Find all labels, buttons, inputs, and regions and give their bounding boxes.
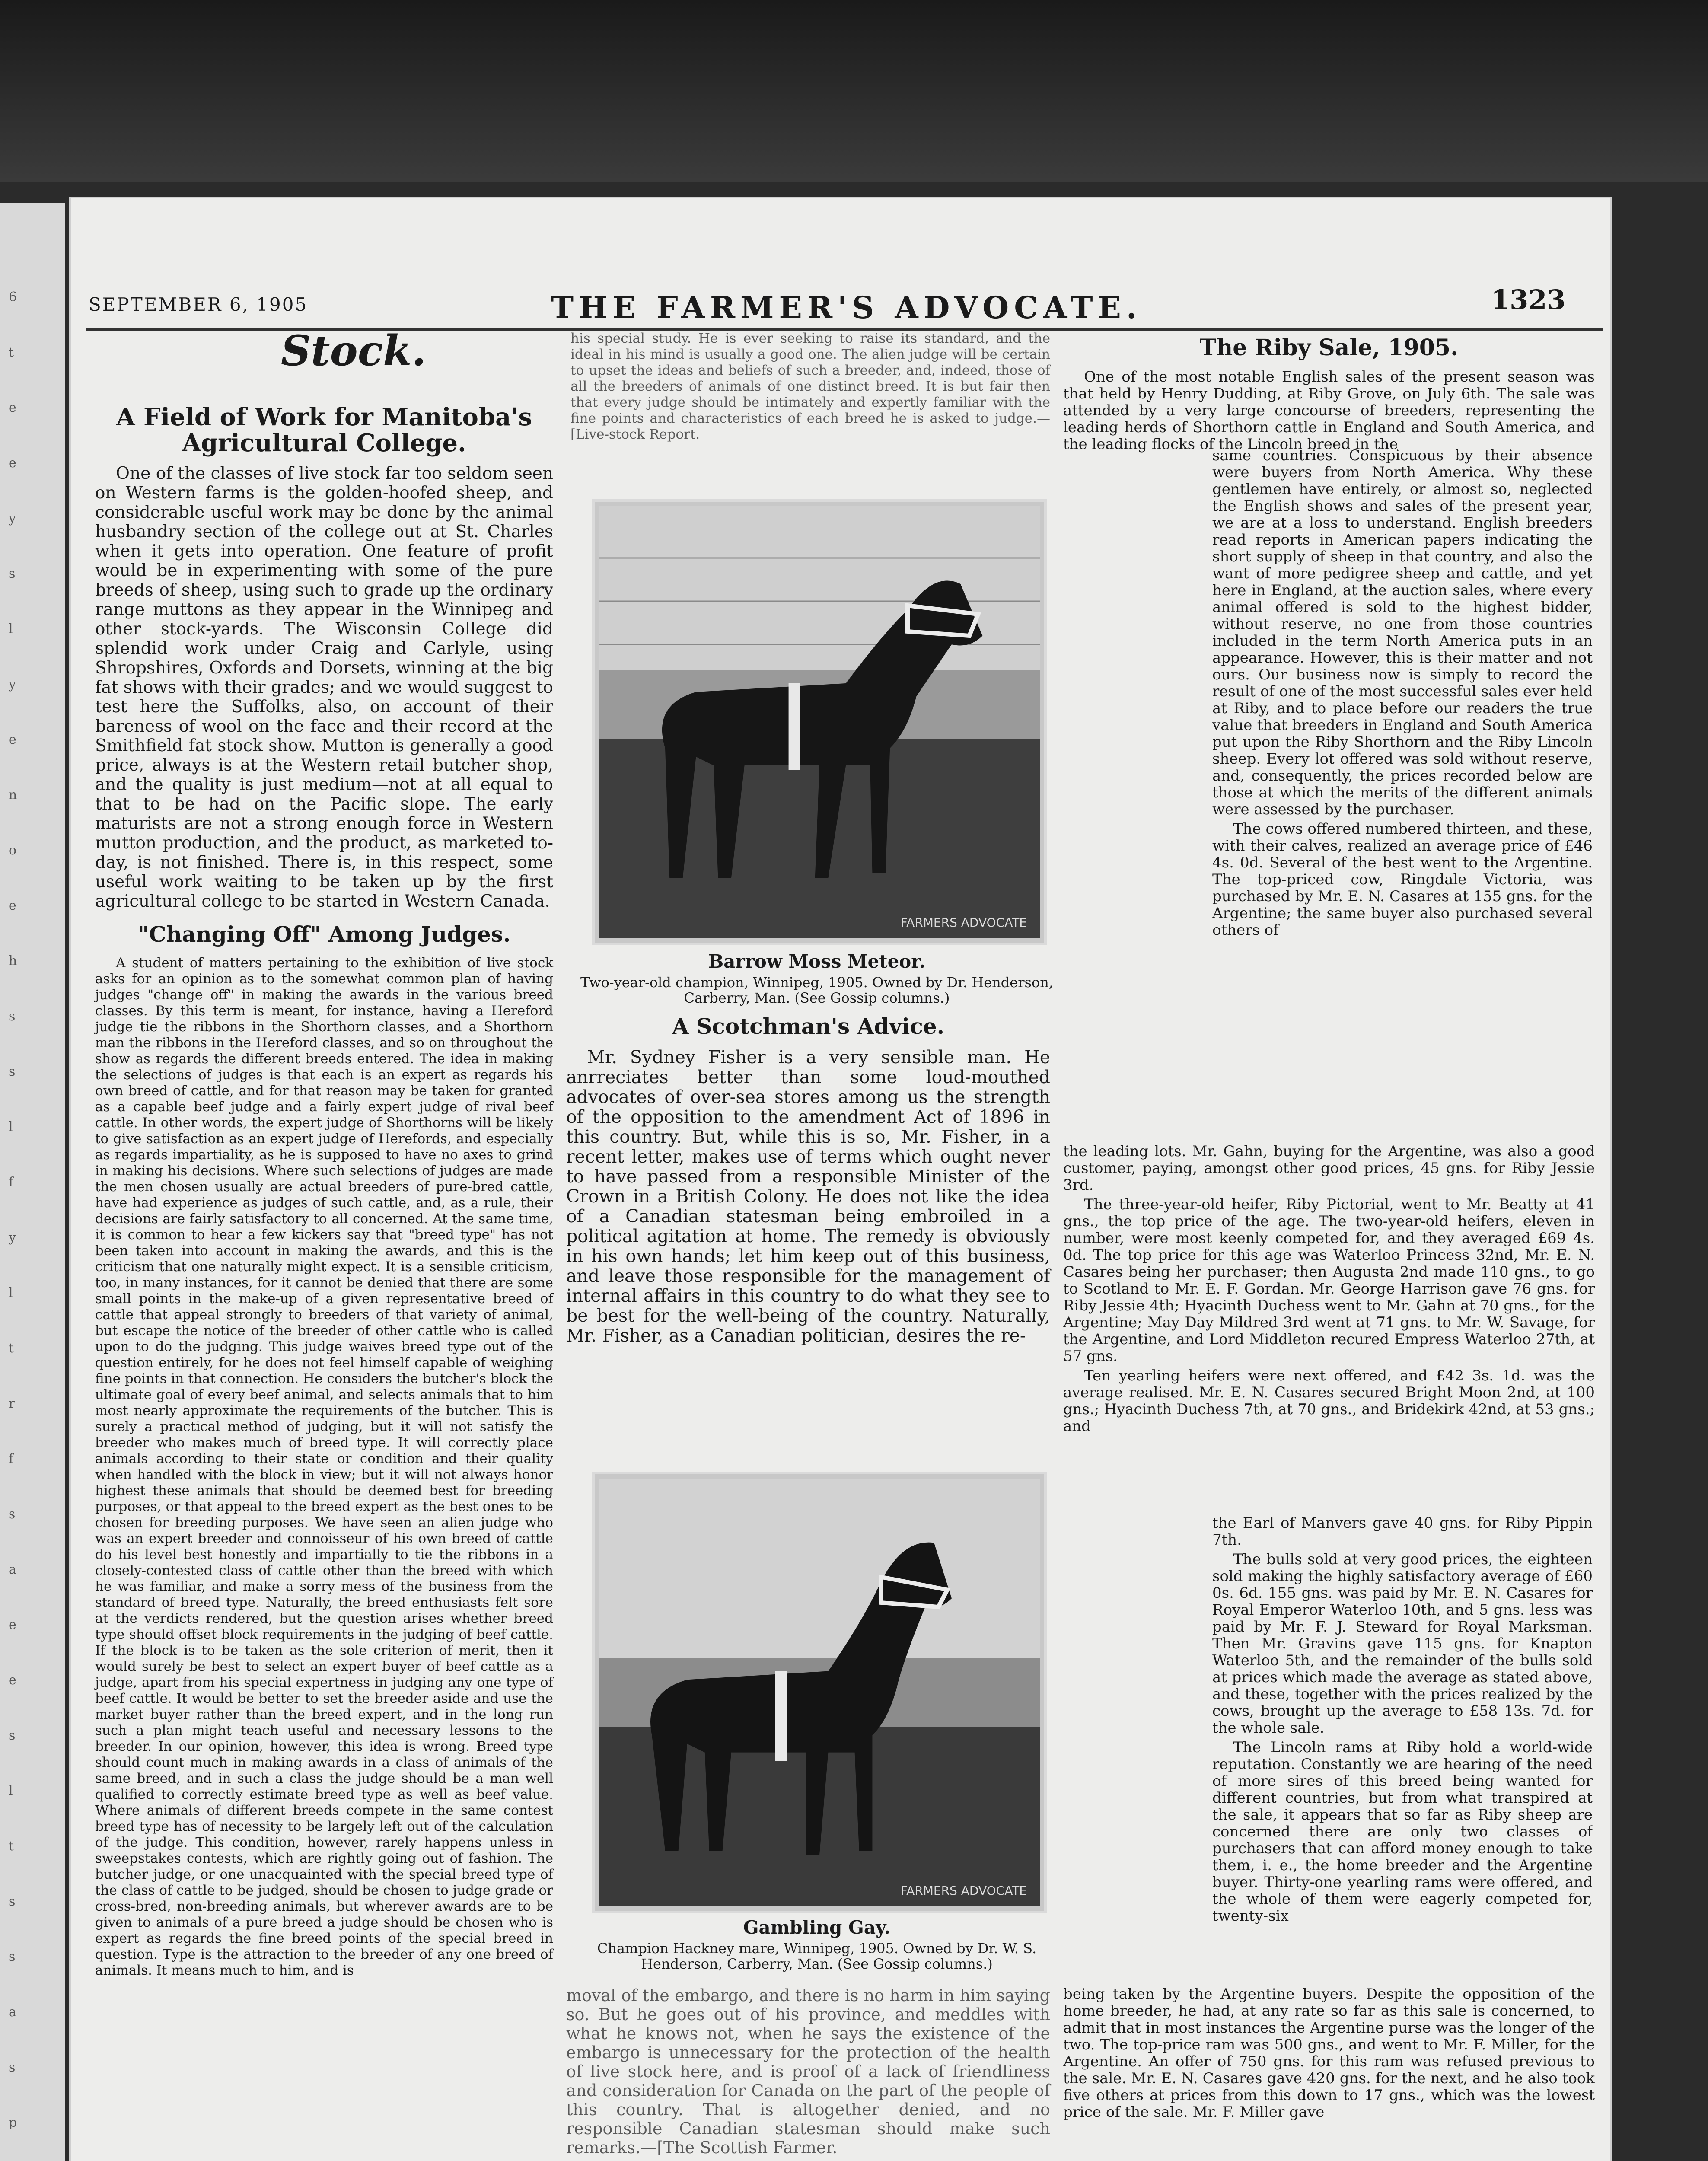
margin-mark: r bbox=[9, 1396, 15, 1411]
riby-wide-block-1 bbox=[1063, 1143, 1595, 1437]
margin-mark: y bbox=[9, 677, 16, 692]
photo-watermark-2: FARMERS ADVOCATE bbox=[900, 1884, 1027, 1898]
margin-mark: y bbox=[9, 1230, 16, 1245]
riby-narrow3: the Earl of Manvers gave 40 gns. for Riby Pippin 7th. bbox=[1212, 1514, 1593, 1549]
photo2-title: Gambling Gay. bbox=[743, 1917, 891, 1938]
margin-mark: s bbox=[9, 1064, 16, 1079]
margin-mark: h bbox=[9, 953, 17, 969]
scan-background-top bbox=[0, 0, 1708, 182]
margin-mark: l bbox=[9, 1119, 13, 1135]
margin-mark: o bbox=[9, 843, 17, 858]
photo1-caption: Two-year-old champion, Winnipeg, 1905. Owned by Dr. Henderson, Carberry, Man. (See Gossip columns.) bbox=[580, 974, 1053, 1006]
margin-mark: s bbox=[9, 1949, 16, 1964]
margin-mark: f bbox=[9, 1451, 14, 1466]
page-number: 1323 bbox=[1491, 284, 1566, 316]
riby-wide1: the leading lots. Mr. Gahn, buying for the Argentine, was also a good customer, paying, amongst other good prices, 45 gns. for Riby Jessie 3rd. bbox=[1063, 1143, 1595, 1194]
scotchman-continuation-text: moval of the embargo, and there is no harm in him saying so. But he goes out of his province, and meddles with what he knows not, when he says the existence of the embargo is unnecessary for the protection of the health of live stock here, and is proof of a lack of friendliness and consideration for Canada on the part of the people of this country. That is altogether denied, and no responsible Canadian statesman should make such remarks.—[The Scottish Farmer. bbox=[566, 1986, 1050, 2157]
margin-mark: l bbox=[9, 622, 13, 637]
margin-mark: e bbox=[9, 1673, 16, 1688]
margin-mark: t bbox=[9, 1839, 14, 1854]
scotchman-continuation bbox=[566, 1986, 1050, 2160]
riby-wide-block-2 bbox=[1063, 1986, 1595, 2123]
horse-illustration-2 bbox=[599, 1479, 1040, 1906]
margin-mark: a bbox=[9, 1562, 16, 1577]
article-judges-paragraph: A student of matters pertaining to the exhibition of live stock asks for an opinion as to the somewhat common plan of having judges "change off" in making the awards in the various breed classes. By this term is meant, for instance, having a Hereford judge tie the ribbons in the Shorthorn classes, and a Shorthorn man the ribbons in the Hereford classes, and so on throughout the show as regards the different breeds entered. The idea in making the selections of judges is that each is an expert as regards his own breed of cattle, and for that reason may be taken for granted as a capable beef judge and a fairly expert judge of rival beef cattle. In other words, the expert judge of Shorthorns will be likely to give satisfaction as an expert judge of Herefords, and especially as regards impartiality, as he is supposed to have no axes to grind in making his decisions. Where such selections of judges are made the men chosen usually are actual breeders of pure-bred cattle, have had experience as judges of such cattle, and, as a rule, their decisions are fairly satisfactory to all concerned. At the same time, it is common to hear a few kickers say that "breed type" has not been taken into account in making the awards, and this is the criticism that one naturally might expect. It is a sensible criticism, too, in many instances, for it cannot be denied that there are some small points in the make-up of a given representative breed of cattle that appeal strongly to breeders of that variety of animal, but escape the notice of the breeder of other cattle who is called upon to do the judging. This judge waives breed type out of the question entirely, for he does not feel himself capable of weighing fine points in that connection. He considers the butcher's block the ultimate goal of every beef animal, and selects animals that to him most nearly approximate the requirements of the butcher. This is surely a practical method of judging, but it will not satisfy the breeder who makes much of breed type. It will correctly place animals according to their state or condition and their quality when handled with the block in view; but it will not always honor highest these animals that should be deemed best for breeding purposes, or that appeal to the breed expert as the best ones to be chosen for breeding purposes. We have seen an alien judge who was an expert breeder and connoisseur of his own breed of cattle do his level best honestly and impartially to tie the ribbons in a closely-contested class of cattle other than the breed with which he was familiar, and make a sorry mess of the business from the standard of breed type. Naturally, the breed enthusiasts felt sore at the verdicts rendered, but the question arises whether breed type should offset block requirements in the judging of beef cattle. If the block is to be taken as the sole criterion of merit, then it would surely be best to select an expert buyer of beef cattle as a judge, apart from his special expertness in judging any one type of beef cattle. It would be better to set the breeder aside and use the market buyer rather than the breed expert, and in the long run such a plan might teach useful and necessary lessons to the breeder. In our opinion, however, this idea is wrong. Breed type should count much in making awards in a class of animals of the same breed, and in such a class the judge should be a man well qualified to correctly estimate breed type as well as beef value. Where animals of different breeds compete in the same contest breed type has of necessity to be largely left out of the calculation of the judge. This condition, however, rarely happens unless in sweepstakes contests, which are rightly going out of fashion. The butcher judge, or one unacquainted with the special breed type of the class of cattle to be judged, should be chosen to judge grade or cross-bred, non-breeding animals, but wherever awards are to be given to animals of a pure breed a judge should be chosen who is expert as regards the fine breed points of the special breed in question. Type is the attraction to the breeder of any one breed of animals. It means much to him, and is bbox=[95, 955, 553, 1978]
margin-mark: s bbox=[9, 566, 16, 581]
photo-watermark: FARMERS ADVOCATE bbox=[900, 915, 1027, 930]
article-riby-intro bbox=[1063, 331, 1595, 456]
photo-barrow-moss-meteor bbox=[592, 499, 1047, 945]
margin-mark: a bbox=[9, 2005, 16, 2020]
section-label: Stock. bbox=[281, 326, 427, 375]
article-judges-continuation bbox=[570, 331, 1050, 445]
riby-wide3: Ten yearling heifers were next offered, and £42 3s. 1d. was the average realised. Mr. E. N. Casares secured Bright Moon 2nd, at 100 gns.; Hyacinth Duchess 7th, at 70 gns., and Bridekirk 42nd, at 53 gns.; and bbox=[1063, 1367, 1595, 1435]
margin-mark: t bbox=[9, 345, 14, 360]
margin-mark: e bbox=[9, 898, 16, 913]
riby-wide2: The three-year-old heifer, Riby Pictorial, went to Mr. Beatty at 41 gns., the top price of the age. The two-year-old heifers, eleven in number, were most keenly competed for, and they averaged £69 4s. 0d. The top price for this age was Waterloo Princess 32nd, Mr. E. N. Casares being her purchaser; then Augusta 2nd made 110 gns., to go to Scotland to Mr. E. F. Gordan. Mr. George Harrison gave 76 gns. for Riby Jessie 4th; Hyacinth Duchess went to Mr. Gahn at 70 gns., for the Argentine; May Day Mildred 3rd went at 71 gns. to Mr. W. Savage, for the Argentine, and Lord Middleton recured Empress Waterloo 27th, at 57 gns. bbox=[1063, 1196, 1595, 1365]
riby-narrow-column-1 bbox=[1212, 447, 1593, 941]
photo-gambling-gay bbox=[592, 1472, 1047, 1913]
headline-changing-off: "Changing Off" Among Judges. bbox=[137, 921, 511, 947]
margin-mark: s bbox=[9, 1009, 16, 1024]
margin-mark: n bbox=[9, 787, 17, 803]
article-field-body: One of the classes of live stock far too seldom seen on Western farms is the golden-hoofed sheep, and considerable useful work may be done by the animal husbandry section of the college out at St. Charles when it gets into operation. One feature of profit would be in experimenting with some of the pure breeds of sheep, using such to grade up the ordinary range muttons as they appear in the Winnipeg and other stock-yards. The Wisconsin College did splendid work under Craig and Carlyle, using Shropshires, Oxfords and Dorsets, winning at the big fat shows with their grades; and we would suggest to test here the Suffolks, also, on account of their bareness of wool on the face and their record at the Smithfield fat stock show. Mutton is generally a good price, always is at the Western retail butcher shop, and the quality is just medium—not at all equal to that to be had on the Pacific slope. The early maturists are not a strong enough force in Western mutton production, and the product, as marketed to-day, is not finished. There is, in this respect, some useful work waiting to be taken up by the first agricultural college to be started in Western Canada. bbox=[95, 464, 553, 911]
margin-mark: l bbox=[9, 1783, 13, 1798]
riby-narrow-column-2 bbox=[1212, 1515, 1593, 1927]
riby-narrow5: The Lincoln rams at Riby hold a world-wide reputation. Constantly we are hearing of the need of more sires of this breed being wanted for different countries, but from what transpired at the sale, it appears that so far as Riby sheep are concerned there are only two classes of purchasers that can afford money enough to take them, i. e., the home breeder and the Argentine buyer. Thirty-one yearling rams were offered, and the whole of them were eagerly competed for, twenty-six bbox=[1212, 1739, 1593, 1925]
margin-mark: s bbox=[9, 1894, 16, 1909]
adjacent-page-margin bbox=[0, 203, 65, 2161]
judges-continuation-text: his special study. He is ever seeking to raise its standard, and the ideal in his mind is usually a good one. The alien judge will be certain to upset the ideas and beliefs of such a breeder, and, indeed, those of all the breeders of animals of one distinct breed. It is but fair then that every judge should be intimately and expertly familiar with the fine points and characteristics of each breed he is asked to judge.—[Live-stock Report. bbox=[570, 331, 1050, 442]
riby-intro: One of the most notable English sales of the present season was that held by Henry Dudding, at Riby Grove, on July 6th. The sale was attended by a very large concourse of breeders, representing the leading herds of Shorthorn cattle in England and South America, and the leading flocks of the Lincoln breed in the bbox=[1063, 368, 1595, 453]
horse-illustration bbox=[599, 506, 1040, 938]
margin-mark: 6 bbox=[9, 290, 17, 305]
margin-mark: s bbox=[9, 2060, 16, 2075]
article-scotchman bbox=[566, 1009, 1050, 1348]
margin-mark: t bbox=[9, 1341, 14, 1356]
margin-mark: e bbox=[9, 400, 16, 415]
column-left bbox=[95, 400, 553, 1981]
margin-mark: e bbox=[9, 456, 16, 471]
headline-scotchmans-advice: A Scotchman's Advice. bbox=[672, 1014, 944, 1039]
margin-mark: e bbox=[9, 1617, 16, 1632]
photo2-caption: Champion Hackney mare, Winnipeg, 1905. Owned by Dr. W. S. Henderson, Carberry, Man. (See Gossip columns.) bbox=[597, 1940, 1037, 1972]
riby-narrow1: same countries. Conspicuous by their absence were buyers from North America. Why these gentlemen have entirely, or almost so, neglected the English shows and sales of the present year, we are at a loss to understand. English breeders read reports in American papers indicating the short supply of sheep in that country, and also the want of more pedigree sheep and cattle, and yet here in England, at the auction sales, where every animal offered is sold to the highest bidder, without reserve, no one from those countries included in the term North America puts in an appearance. However, this is their matter and not ours. Our business now is simply to record the result of one of the most successful sales ever held at Riby, and to place before our readers the true value that breeders in England and South America put upon the Riby Shorthorn and the Riby Lincoln sheep. Every lot offered was sold without reserve, and, consequently, the prices recorded below are those at which the merits of the different animals were assessed by the purchaser. bbox=[1212, 447, 1593, 818]
margin-mark: p bbox=[9, 2115, 17, 2130]
riby-narrow4: The bulls sold at very good prices, the eighteen sold making the highly satisfactory average of £60 0s. 6d. 155 gns. was paid by Mr. E. N. Casares for Royal Emperor Waterloo 10th, and 5 gns. less was paid by Mr. F. J. Steward for Royal Marksman. Then Mr. Gravins gave 115 gns. for Knapton Waterloo 5th, and the remainder of the bulls sold at prices which made the average as stated above, and these, together with the prices realized by the cows, brought up the average to £58 13s. 7d. for the whole sale. bbox=[1212, 1551, 1593, 1737]
scotchman-body: Mr. Sydney Fisher is a very sensible man. He anrreciates better than some loud-mouthed advocates of over-sea stores among us the strength of the opposition to the amendment Act of 1896 in this country. But, while this is so, Mr. Fisher, in a recent letter, makes use of terms which ought never to have passed from a responsible Minister of the Crown in a British Colony. He does not like the idea of a Canadian statesman being embroiled in a political agitation at home. The remedy is obviously in his own hands; let him keep out of this business, and leave those responsible for the management of internal affairs in this country to do what they see to be best for the well-being of the country. Naturally, Mr. Fisher, as a Canadian politician, desires the re- bbox=[566, 1047, 1050, 1346]
margin-mark: y bbox=[9, 511, 16, 526]
headline-field-of-work: A Field of Work for Manitoba's Agricultural College. bbox=[116, 403, 532, 457]
header-date: SEPTEMBER 6, 1905 bbox=[89, 294, 308, 315]
headline-riby-sale: The Riby Sale, 1905. bbox=[1199, 335, 1459, 361]
riby-wide4: being taken by the Argentine buyers. Despite the opposition of the home breeder, he had, at any rate so far as this sale is concerned, to admit that in most instances the Argentine purse was the longer of the two. The top-price ram was 500 gns., and went to Mr. F. Miller, for the Argentine. An offer of 750 gns. for this ram was refused previous to the sale. Mr. E. N. Casares gave 420 gns. for the next, and he also took five others at prices from this down to 17 gns., which was the lowest price of the sale. Mr. F. Miller gave bbox=[1063, 1986, 1595, 2121]
riby-narrow2: The cows offered numbered thirteen, and these, with their calves, realized an average price of £46 4s. 0d. Several of the best went to the Argentine. The top-priced cow, Ringdale Victoria, was purchased by Mr. E. N. Casares at 155 gns. for the Argentine; the same buyer also purchased several others of bbox=[1212, 820, 1593, 939]
margin-mark: s bbox=[9, 1507, 16, 1522]
photo1-title: Barrow Moss Meteor. bbox=[708, 951, 926, 972]
newspaper-page bbox=[69, 197, 1612, 2161]
article-judges-body bbox=[95, 955, 553, 1979]
masthead-title: THE FARMER'S ADVOCATE. bbox=[551, 290, 1142, 325]
margin-mark: l bbox=[9, 1285, 13, 1300]
margin-mark: e bbox=[9, 732, 16, 747]
margin-mark: f bbox=[9, 1175, 14, 1190]
margin-mark: s bbox=[9, 1728, 16, 1743]
